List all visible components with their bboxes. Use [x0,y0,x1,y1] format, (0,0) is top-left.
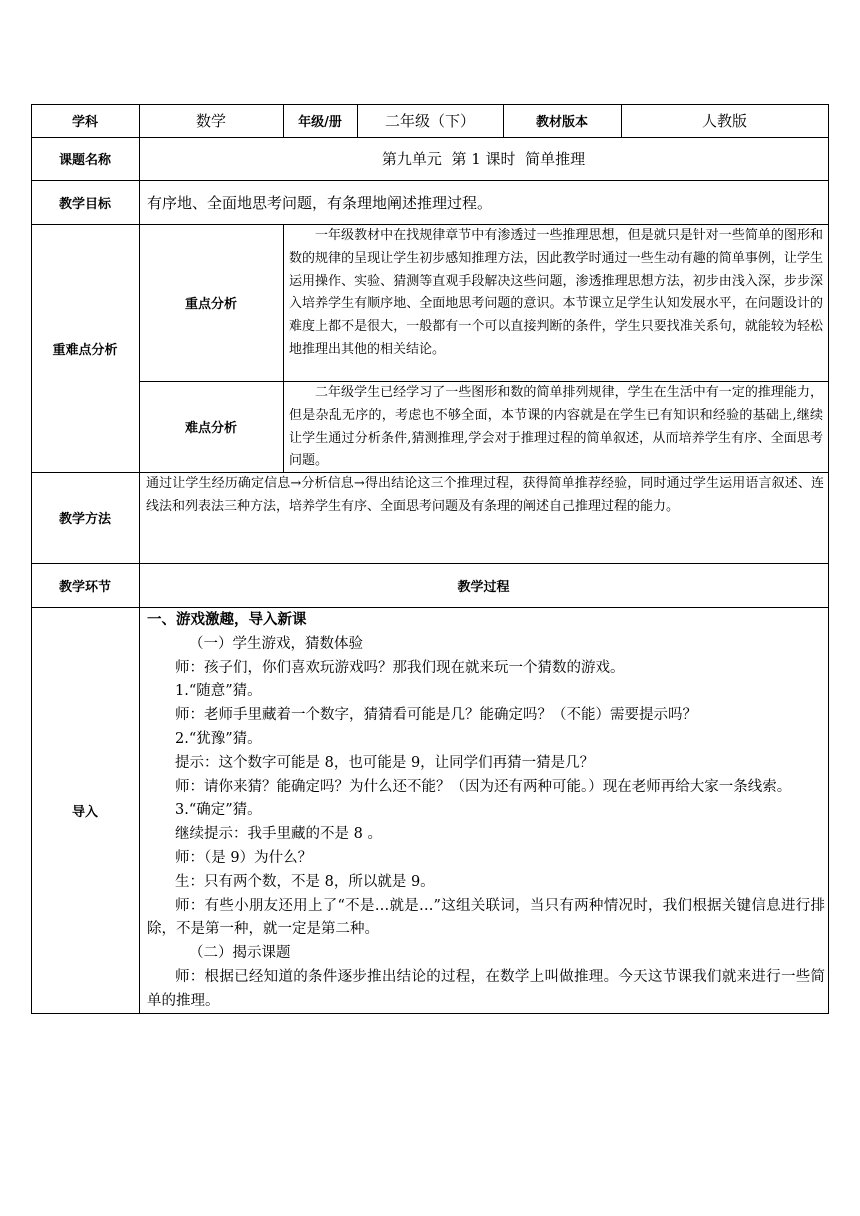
difficult-analysis-text: 二年级学生已经学习了一些图形和数的简单排列规律，学生在生活中有一定的推理能力，但是杂乱无序的，考虑也不够全面，本节课的内容就是在学生已有知识和经验的基础上,继续让学生通过分析条件,猜测推理,学会对于推理过程的简单叙述，从而培养学生有序、全面思考问题。 [289,385,823,469]
topic-label: 课题名称 [58,153,111,168]
objective-label: 教学目标 [58,196,111,212]
process-line: 提示：这个数字可能是 8，也可能是 9，让同学们再猜一猜是几？ [175,754,595,771]
process-line: 师：（是 9）为什么？ [175,849,313,866]
key-analysis-text: 一年级教材中在找规律章节中有渗透过一些推理思想，但是就只是针对一些简单的图形和数的规律的呈现让学生初步感知推理方法，因此教学时通过一些生动有趣的简单事例，让学生运用操作、实验、猜测等直观手段解决这些问题，渗透推理思想方法，初步由浅入深，步步深入培养学生有顺序地、全面地思考问题的意识。本节课立足学生认知发展水平，在问题设计的难度上都不是很大，一般都有一个可以直接判断的条件，学生只要找准关系句，就能较为轻松地推理出其他的相关结论。 [289,228,823,357]
process-line: 生：只有两个数，不是 8，所以就是 9。 [175,873,435,890]
process-line: 师：孩子们，你们喜欢玩游戏吗？那我们现在就来玩一个猜数的游戏。 [175,659,625,676]
intro-stage-label: 导入 [71,804,98,820]
intro-process [147,609,825,1014]
subject-label: 学科 [71,115,98,130]
section-heading: 一、游戏激趣，导入新课 [147,612,307,628]
edition-label: 教材版本 [535,115,588,130]
subsection-heading: （二）揭示课题 [189,945,291,962]
topic-value: 第九单元 第 1 课时 简单推理 [381,150,586,168]
process-line: 3.“确定”猜。 [175,802,262,819]
process-line: 2.“犹豫”猜。 [175,730,262,747]
grade-label: 年级/册 [298,115,342,130]
process-line: 继续提示：我手里藏的不是 8 。 [175,826,382,843]
difficult-analysis-label: 难点分析 [184,421,237,436]
method-label: 教学方法 [58,512,111,527]
subject-value: 数学 [195,112,226,130]
process-line: 师：请你来猜？能确定吗？为什么还不能？（因为还有两种可能。）现在老师再给大家一条线索。 [175,778,792,795]
stage-header: 教学环节 [58,579,111,595]
process-header: 教学过程 [457,579,510,595]
process-line: 1.“随意”猜。 [175,683,262,700]
grade-value: 二年级（下） [384,112,475,130]
objective-value: 有序地、全面地思考问题，有条理地阐述推理过程。 [147,193,493,212]
process-line: 师：根据已经知道的条件逐步推出结论的过程，在数学上叫做推理。今天这节课我们就来进行一些简单的推理。 [147,968,825,1009]
process-line: 师：有些小朋友还用上了“不是…就是…”这组关联词，当只有两种情况时，我们根据关键信息进行排除，不是第一种，就一定是第二种。 [147,897,825,938]
analysis-label: 重难点分析 [52,342,118,358]
process-line: 师：老师手里藏着一个数字，猜猜看可能是几？能确定吗？（不能）需要提示吗？ [175,707,697,724]
method-text: 通过让学生经历确定信息→分析信息→得出结论这三个推理过程，获得简单推荐经验，同时通过学生运用语言叙述、连线法和列表法三种方法，培养学生有序、全面思考问题及有条理的阐述自己推理过程的能力。 [146,476,824,514]
subsection-heading: （一）学生游戏，猜数体验 [189,635,363,652]
edition-value: 人教版 [701,112,747,130]
key-analysis-label: 重点分析 [184,297,237,312]
